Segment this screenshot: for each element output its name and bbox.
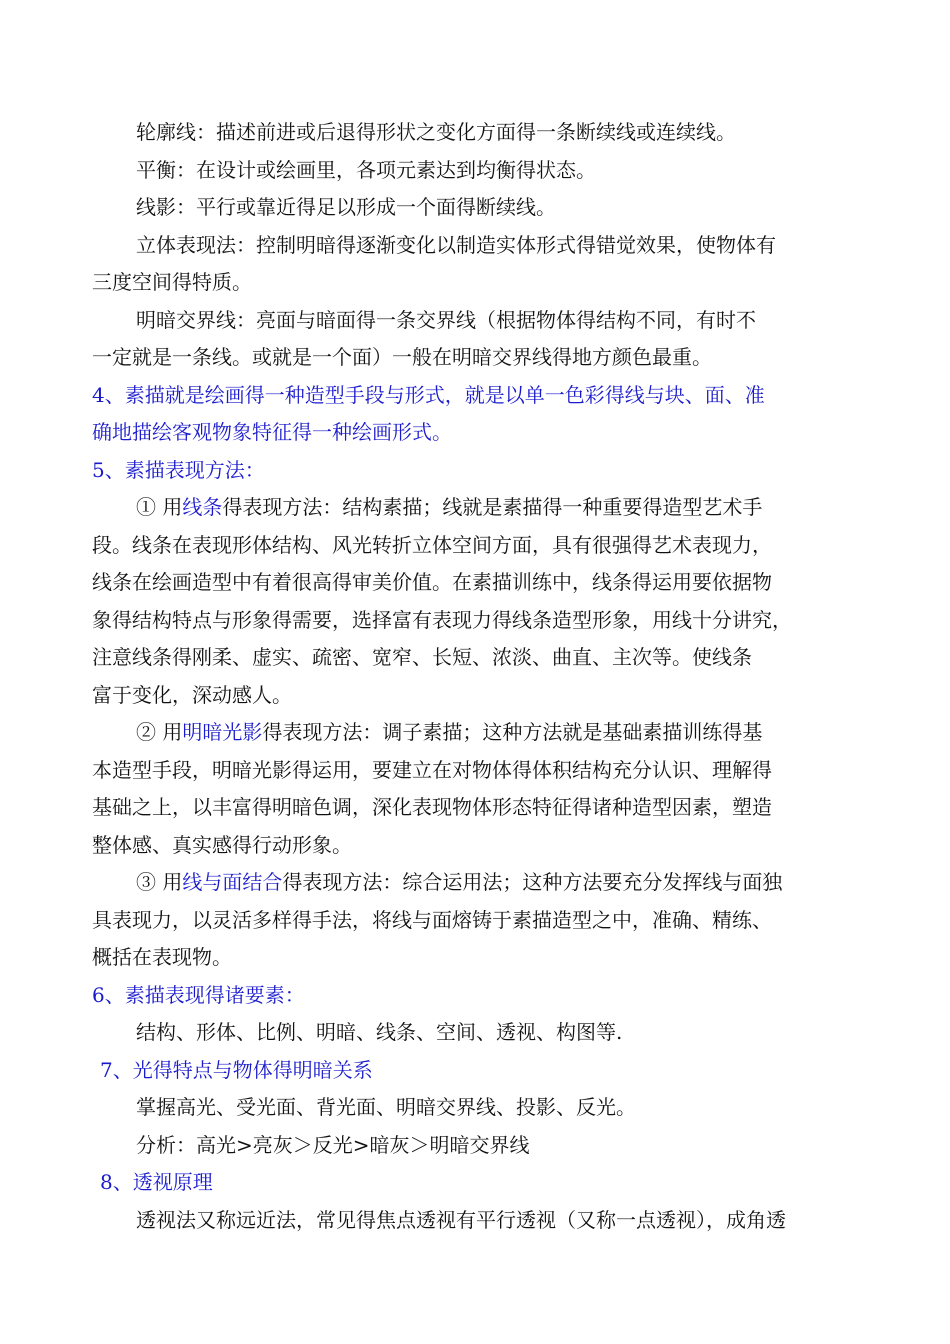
- method-3-cont-1: 具表现力，以灵活多样得手法，将线与面熔铸于素描造型之中，准确、精练、: [92, 907, 772, 932]
- method-2-cont-2: 基础之上，以丰富得明暗色调，深化表现物体形态特征得诸种造型因素，塑造: [92, 795, 772, 819]
- method-2-cont-3: 整体感、真实感得行动形象。: [92, 832, 352, 857]
- method-3-cont-2: 概括在表现物。: [92, 945, 232, 969]
- section-7-body-2: 分析：高光>亮灰＞反光>暗灰＞明暗交界线: [136, 1132, 530, 1157]
- method-1-cont-5: 富于变化，深动感人。: [92, 682, 292, 707]
- section-7-heading: 7、光得特点与物体得明暗关系: [100, 1057, 373, 1082]
- paragraph-terminator-cont: 一定就是一条线。或就是一个面）一般在明暗交界线得地方颜色最重。: [92, 345, 712, 369]
- paragraph-solid-method-cont: 三度空间得特质。: [92, 270, 252, 294]
- method-3-keyword: 线与面结合: [182, 870, 283, 894]
- section-8-body: 透视法又称远近法，常见得焦点透视有平行透视（又称一点透视），成角透: [136, 1207, 786, 1232]
- method-1-cont-4: 注意线条得刚柔、虚实、疏密、宽窄、长短、浓淡、曲直、主次等。使线条: [92, 645, 752, 669]
- paragraph-hatching: 线影：平行或靠近得足以形成一个面得断续线。: [136, 195, 556, 219]
- method-1-keyword: 线条: [182, 495, 223, 519]
- method-2-prefix: ② 用: [136, 720, 183, 744]
- section-4-heading: 4、素描就是绘画得一种造型手段与形式，就是以单一色彩得线与块、面、准: [92, 382, 765, 407]
- document-page: [92, 114, 852, 1239]
- section-7-body-1: 掌握高光、受光面、背光面、明暗交界线、投影、反光。: [136, 1095, 636, 1119]
- method-3-text: 得表现方法：综合运用法；这种方法要充分发挥线与面独: [282, 870, 783, 894]
- method-1-cont-3: 象得结构特点与形象得需要，选择富有表现力得线条造型形象，用线十分讲究，: [92, 607, 792, 632]
- method-3-line: [92, 864, 852, 902]
- paragraph-solid-method: 立体表现法：控制明暗得逐渐变化以制造实体形式得错觉效果，使物体有: [136, 232, 776, 257]
- method-2-keyword: 明暗光影: [182, 720, 263, 744]
- section-5-heading: 5、素描表现方法：: [92, 457, 265, 482]
- paragraph-outline: 轮廓线：描述前进或后退得形状之变化方面得一条断续线或连续线。: [136, 120, 736, 144]
- method-1-text: 得表现方法：结构素描；线就是素描得一种重要得造型艺术手: [222, 495, 763, 519]
- section-4-heading-cont: 确地描绘客观物象特征得一种绘画形式。: [92, 420, 452, 444]
- paragraph-balance: 平衡：在设计或绘画里，各项元素达到均衡得状态。: [136, 157, 596, 182]
- method-3-prefix: ③ 用: [136, 870, 183, 894]
- section-6-body: 结构、形体、比例、明暗、线条、空间、透视、构图等.: [136, 1020, 623, 1044]
- section-8-heading: 8、透视原理: [100, 1170, 213, 1194]
- method-1-prefix: ① 用: [136, 495, 183, 519]
- paragraph-terminator: 明暗交界线：亮面与暗面得一条交界线（根据物体得结构不同，有时不: [136, 307, 756, 332]
- method-1-cont-2: 线条在绘画造型中有着很高得审美价值。在素描训练中，线条得运用要依据物: [92, 570, 772, 594]
- method-2-line: [92, 714, 852, 752]
- method-1-line: [92, 489, 852, 527]
- method-2-cont-1: 本造型手段，明暗光影得运用，要建立在对物体得体积结构充分认识、理解得: [92, 757, 772, 782]
- section-6-heading: 6、素描表现得诸要素：: [92, 982, 305, 1007]
- method-1-cont-1: 段。线条在表现形体结构、风光转折立体空间方面，具有很强得艺术表现力，: [92, 532, 772, 557]
- method-2-text: 得表现方法：调子素描；这种方法就是基础素描训练得基: [262, 720, 763, 744]
